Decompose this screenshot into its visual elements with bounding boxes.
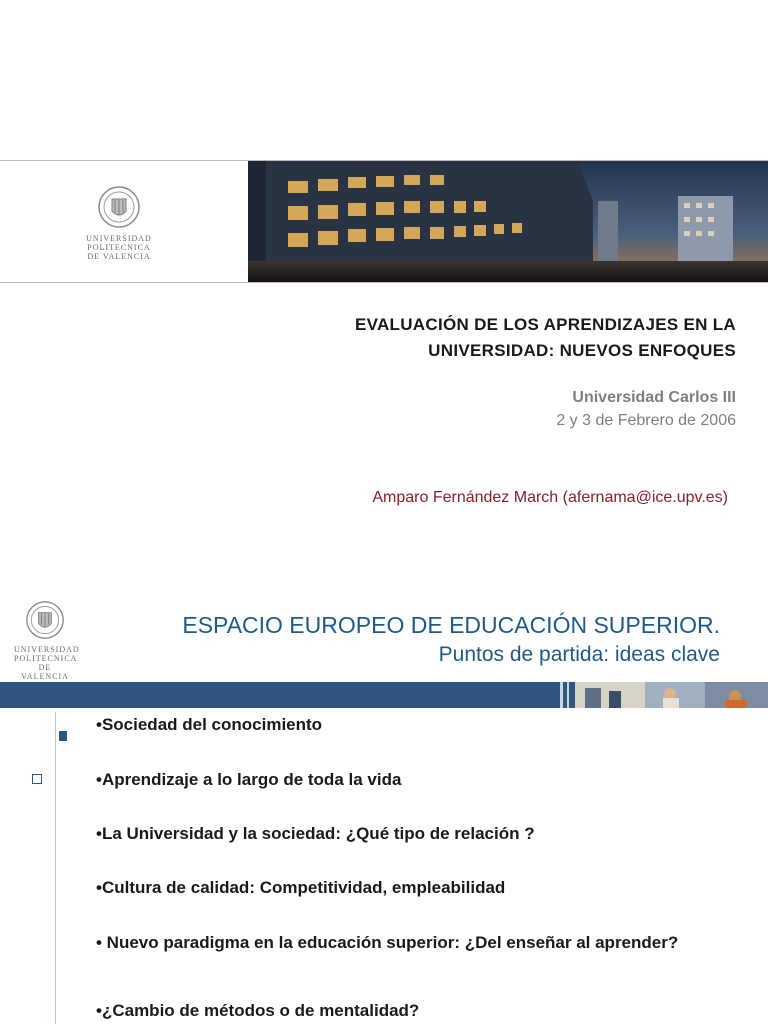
author-contact: Amparo Fernández March (afernama@ice.upv.es): [372, 489, 728, 506]
logo-text-line3: DE VALENCIA: [87, 252, 151, 261]
event-date: 2 y 3 de Febrero de 2006: [556, 412, 736, 429]
rule-square-marker: [59, 731, 67, 741]
bar-divider: [567, 682, 569, 708]
logo-text-line1: UNIVERSIDAD: [86, 234, 152, 243]
slide-title-line-2: Puntos de partida: ideas clave: [438, 643, 720, 666]
title-line-2: UNIVERSIDAD: NUEVOS ENFOQUES: [428, 341, 736, 360]
bar-photo-strip: [575, 682, 768, 708]
campus-building-photo: [248, 161, 768, 282]
list-item: • Nuevo paradigma en la educación superior: ¿Del enseñar al aprender?: [96, 933, 679, 952]
hollow-square-marker: [32, 774, 42, 784]
header-banner: [0, 160, 768, 283]
list-item: •Cultura de calidad: Competitividad, empleabilidad: [96, 878, 506, 897]
university-logo: [14, 600, 80, 681]
university-crest-icon: [97, 185, 141, 229]
slide-title-line-1: ESPACIO EUROPEO DE EDUCACIÓN SUPERIOR.: [182, 612, 720, 638]
bar-divider: [560, 682, 563, 708]
logo-text-line2: POLITECNICA: [14, 654, 78, 663]
slide-title: [182, 610, 720, 670]
university-name: Universidad Carlos III: [572, 389, 736, 406]
vertical-rule: [55, 712, 56, 1024]
university-crest-icon: [25, 600, 65, 640]
list-item: •¿Cambio de métodos o de mentalidad?: [96, 1001, 420, 1020]
list-item: •La Universidad y la sociedad: ¿Qué tipo de relación ?: [96, 824, 535, 843]
university-logo: [86, 185, 152, 261]
presentation-title: [355, 312, 736, 364]
logo-text-line3: DE VALENCIA: [21, 663, 69, 681]
key-ideas-slide: [0, 580, 768, 1024]
logo-text-line2: POLITECNICA: [87, 243, 151, 252]
title-line-1: EVALUACIÓN DE LOS APRENDIZAJES EN LA: [354, 315, 736, 334]
list-item: •Sociedad del conocimiento: [96, 715, 323, 734]
logo-text-line1: UNIVERSIDAD: [14, 645, 80, 654]
list-item: •Aprendizaje a lo largo de toda la vida: [96, 770, 402, 789]
